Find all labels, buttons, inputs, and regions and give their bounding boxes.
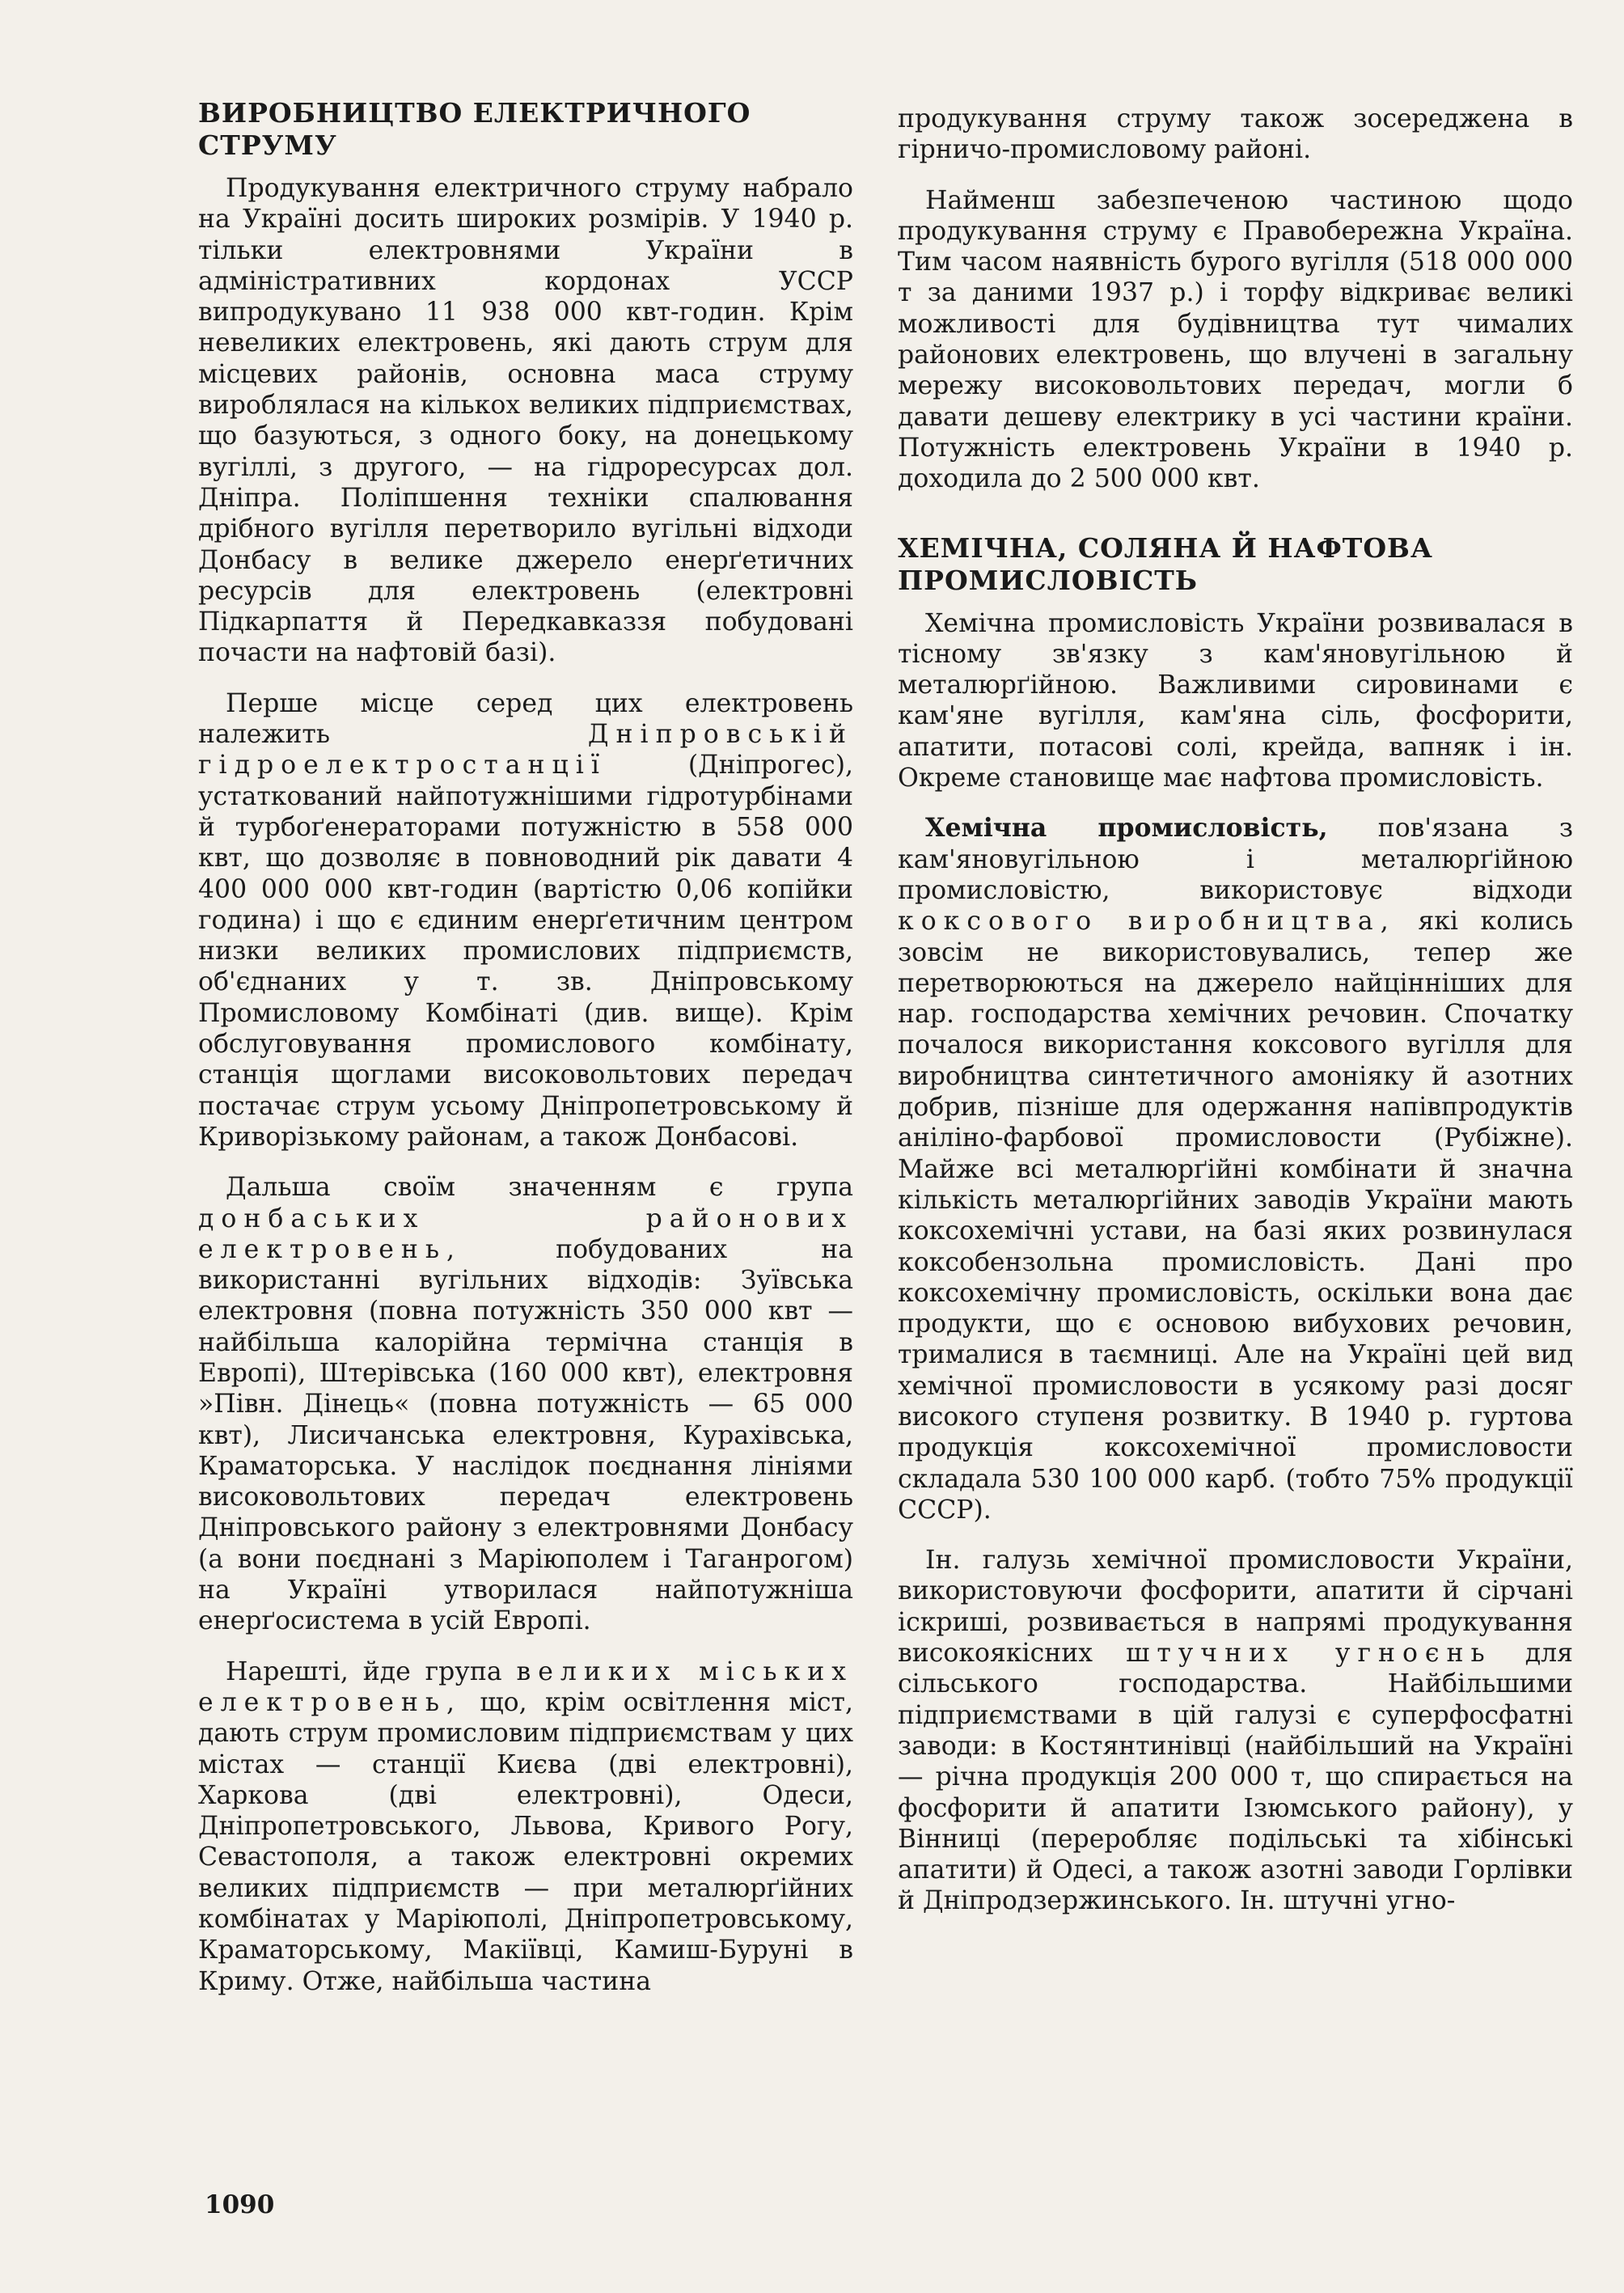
- spaced-emphasis: великих міських електровень,: [198, 1656, 853, 1717]
- paragraph-text: які колись зовсім не використовувались, тепер же перетворюються на джерело найцінніших для нар. господарства хемічних речовин. Спочатку почалося використання коксового вугілля для виробництва синтетичного амоніяку й азотних добрив, пізніше для одержання напівпродуктів аніліно-фарбової промисловости (Рубіжне). Майже всі металюрґійні комбінати й значна кількість металюрґійних заводів України мають коксохемічні устави, на базі яких розвинулася коксобензольна промисловість. Дані про коксохемічну промисловість, оскільки вона дає продукти, що є основою вибухових речовин, трималися в таємниці. Але на Україні цей вид хемічної промисловости в усякому разі досяг високого ступеня розвитку. В 1940 р. гуртова продукція коксохемічної промисловости складала 530 100 000 карб. (тобто 75% продукції СССР).: [898, 907, 1573, 1525]
- spaced-emphasis: Дніпровській гідроелектростанції: [198, 720, 853, 781]
- paragraph-text: для сільського господарства. Найбільшими підприємствами в цій галузі є суперфосфатні заводи: в Костянтинівці (найбільший на Україні — річна продукція 200 000 т, що спирається на фосфорити й апатити Ізюмського району), у Вінниці (переробляє подільські та хібінські апатити) й Одесі, а також азотні заводи Горлівки й Дніпродзержинського. Ін. штучні угно-: [898, 1639, 1574, 1916]
- paragraph-text: що, крім освітлення міст, дають струм промисловим підприємствам у цих містах — станції Києва (дві електровні), Харкова (дві електровні), Одеси, Дніпропетровського, Львова, Кривого Рогу, Севастополя, а також електровні окремих великих підприємств — при металюрґійних комбінатах у Маріюполі, Дніпропетровському, Краматорському, Макіївці, Камиш-Буруні в Криму. Отже, найбільша частина: [198, 1687, 854, 1996]
- spaced-emphasis: коксового виробництва,: [898, 907, 1396, 937]
- left-column: [198, 97, 853, 1997]
- section-heading-chemical: ХЕМІЧНА, СОЛЯНА Й НАФТОВА ПРОМИСЛОВІСТЬ: [898, 531, 1433, 596]
- paragraph: Продукування електричного струму набрало на Україні досить широких розмірів. У 1940 р. тільки електровнями України в адміністративних кордонах УССР випродукувано 11 938 000 квт-годин. Крім невеликих електровень, які дають струм для місцевих районів, основна маса струму вироблялася на кількох великих підприємствах, що базуються, з одного боку, на донецькому вугіллі, з другого, — на гідроресурсах дол. Дніпра. Поліпшення техніки спалювання дрібного вугілля перетворило вугільні відходи Донбасу в велике джерело енерґетичних ресурсів для електровень (електровні Підкарпаття й Передкавказзя побудовані почасти на нафтовій базі).: [198, 174, 853, 668]
- paragraph: Найменш забезпеченою частиною щодо продукування струму є Правобережна Україна. Тим часом наявність бурого вугілля (518 000 000 т за даними 1937 р.) і торфу відкриває великі можливості для будівництва тут чималих районових електровень, що влучені в загальну мережу високовольтових передач, могли б давати дешеву електрику в усі частини країни. Потужність електровень України в 1940 р. доходила до 2 500 000 квт.: [898, 185, 1573, 494]
- right-column: [898, 104, 1573, 1917]
- paragraph: [198, 688, 853, 1153]
- paragraph: [198, 1656, 853, 1997]
- paragraph: [898, 1545, 1573, 1917]
- spaced-emphasis: штучних угноєнь: [1126, 1639, 1492, 1669]
- paragraph-text: (Дніпрогес), устаткований найпотужнішими гідротурбінами й турбоґенераторами потужністю в 558 000 квт, що дозволяє в повноводний рік давати 4 400 000 000 квт-годин (вартістю 0,06 копійки година) і що є єдиним енерґетичним центром низки великих промислових підприємств, об'єднаних у т. зв. Дніпровському Промисловому Комбінаті (див. вище). Крім обслуговування промислового комбінату, станція щоглами високовольтових передач постачає струм усьому Дніпропетровському й Криворізькому районам, а також Донбасові.: [198, 751, 853, 1152]
- paragraph-text: Ін. галузь хемічної промисловости України, використовуючи фосфорити, апатити й сірчані іскриші, розвивається в напрямі продукування високоякісних: [898, 1546, 1573, 1669]
- paragraph: Хемічна промисловість України розвивалася в тісному зв'язку з кам'яновугільною й металюрґійною. Важливими сировинами є кам'яне вугілля, кам'яна сіль, фосфорити, апатити, потасові солі, крейда, вапняк і ін. Окреме становище має нафтова промисловість.: [898, 608, 1573, 793]
- paragraph-text: Перше місце серед цих електровень належить: [198, 688, 853, 750]
- paragraph-continued: продукування струму також зосереджена в гірничо-промисловому районі.: [898, 104, 1573, 165]
- spaced-emphasis: донбаських районових електровень,: [198, 1204, 853, 1264]
- paragraph-text: побудованих на використанні вугільних відходів: Зуївська електровня (повна потужність 350 000 квт — найбільша калорійна термічна станція в Европі), Штерівська (160 000 квт), електровня »Півн. Дінець« (повна потужність — 65 000 квт), Лисичанська електровня, Курахівська, Краматорська. У наслідок поєднання лініями високовольтових передач електровень Дніпровського району з електровнями Донбасу (а вони поєднані з Маріюполем і Таганрогом) на Україні утворилася найпотужніша енерґосистема в усій Европі.: [198, 1234, 853, 1636]
- paragraph: [198, 1172, 853, 1636]
- paragraph-text: Дальша своїм значенням є група: [226, 1173, 853, 1203]
- paragraph-text: пов'язана з кам'яновугільною і металюрґійною промисловістю, використовує відходи: [898, 814, 1574, 905]
- bold-term: Хемічна промисловість,: [925, 813, 1328, 844]
- paragraph: [898, 813, 1573, 1525]
- section-heading-electricity: ВИРОБНИЦТВО ЕЛЕКТРИЧНОГО СТРУМУ: [198, 97, 751, 161]
- page-number: 1090: [205, 2190, 275, 2219]
- paragraph-text: Нарешті, йде група: [226, 1656, 502, 1686]
